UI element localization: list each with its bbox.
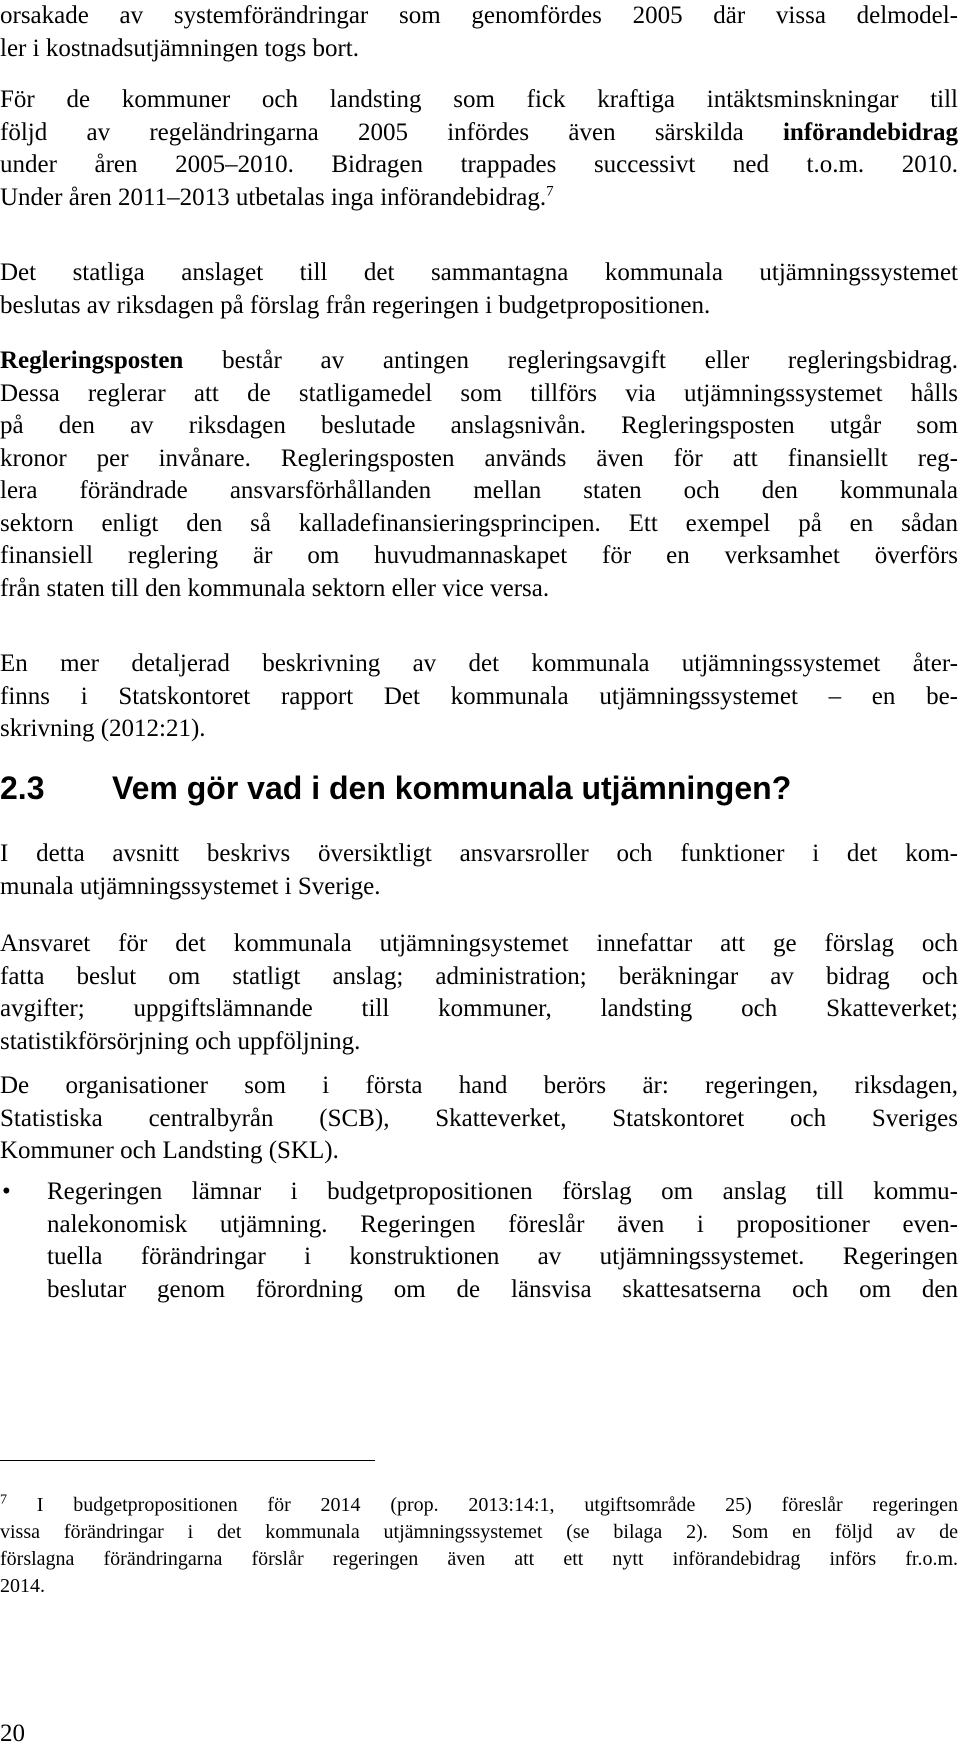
text-line: 2014.	[0, 1575, 45, 1597]
paragraph-section-intro	[0, 838, 958, 903]
text-line: Statistiska centralbyrån (SCB), Skatteverket, Statskontoret och Sveriges	[0, 1104, 958, 1132]
paragraph-regulation-item	[0, 345, 958, 605]
text-line: finansiell reglering är om huvudmannaskapet för en verksamhet överförs	[0, 542, 958, 569]
text-line: De organisationer som i första hand berörs är: regeringen, riksdagen,	[0, 1072, 958, 1099]
paragraph-reference	[0, 648, 958, 746]
text-line: tuella förändringar i konstruktionen av utjämningssystemet. Regeringen	[47, 1243, 958, 1270]
text-line: ler i kostnadsutjämningen togs bort.	[0, 34, 359, 62]
text-line: Kommuner och Landsting (SKL).	[0, 1137, 339, 1164]
text-line	[0, 182, 958, 215]
text-line: statistikförsörjning och uppföljning.	[0, 1027, 361, 1055]
text-fragment: I budgetpropositionen för 2014 (prop. 2013:14:1, utgiftsområde 25) föreslår regeringen	[7, 1494, 958, 1516]
footnote	[0, 1492, 958, 1600]
text-line: på den av riksdagen beslutade anslagsnivån. Regleringsposten utgår som	[0, 412, 958, 439]
footnote-divider	[0, 1460, 375, 1461]
text-line: förslagna förändringarna förslår regeringen även att ett nytt införandebidrag införs fr.o.m.	[0, 1548, 958, 1570]
bullet-list-item	[0, 1176, 958, 1306]
section-number: 2.3	[0, 770, 45, 806]
text-line: vissa förändringar i det kommunala utjämningssystemet (se bilaga 2). Som en följd av de	[0, 1521, 958, 1543]
text-line: beslutar genom förordning om de länsvisa skattesatserna och om den	[47, 1275, 958, 1303]
text-line: Regeringen lämnar i budgetpropositionen förslag om anslag till kommu-	[47, 1178, 958, 1205]
text-line: I detta avsnitt beskrivs översiktligt ansvarsroller och funktioner i det kom-	[0, 840, 958, 867]
text-line: under åren 2005–2010. Bidragen trappades successivt ned t.o.m. 2010.	[0, 151, 958, 178]
text-line: sektorn enligt den så kalladefinansieringsprincipen. Ett exempel på en sådan	[0, 509, 958, 537]
paragraph-responsibility	[0, 928, 958, 1058]
text-line: munala utjämningssystemet i Sverige.	[0, 872, 381, 900]
bold-term: införandebidrag	[782, 118, 958, 146]
text-line: orsakade av systemförändringar som genomfördes 2005 där vissa delmodel-	[0, 2, 958, 29]
page-number: 20	[0, 1720, 25, 1747]
text-fragment: består av antingen regleringsavgift eller regleringsbidrag.	[183, 347, 958, 374]
paragraph-organisations	[0, 1070, 958, 1168]
text-line: finns i Statskontoret rapport Det kommunala utjämningssystemet – en be-	[0, 682, 958, 710]
footnote-marker: 7	[0, 1492, 7, 1508]
text-line	[0, 345, 958, 378]
text-line: Ansvaret för det kommunala utjämningsystemet innefattar att ge förslag och	[0, 930, 958, 957]
text-line: lera förändrade ansvarsförhållanden mellan staten och den kommunala	[0, 477, 958, 504]
bold-term: Regleringsposten	[0, 347, 184, 374]
text-line	[0, 1492, 958, 1519]
paragraph-intro	[0, 0, 958, 65]
text-line: En mer detaljerad beskrivning av det kommunala utjämningssystemet åter-	[0, 650, 958, 677]
text-line	[0, 117, 958, 150]
text-line: från staten till den kommunala sektorn eller vice versa.	[0, 574, 550, 602]
text-fragment: följd av regeländringarna 2005 infördes även särskilda	[0, 118, 783, 146]
text-line: Det statliga anslaget till det sammantagna kommunala utjämningssystemet	[0, 259, 958, 286]
footnote-ref: 7	[546, 183, 554, 200]
paragraph-introduction-grants	[0, 84, 958, 214]
section-heading	[0, 768, 791, 808]
text-line: nalekonomisk utjämning. Regeringen föreslår även i propositioner even-	[47, 1210, 958, 1238]
text-line: Dessa reglerar att de statligamedel som tillförs via utjämningssystemet hålls	[0, 379, 958, 407]
text-line: avgifter; uppgiftslämnande till kommuner, landsting och Skatteverket;	[0, 995, 958, 1022]
text-line: skrivning (2012:21).	[0, 715, 206, 742]
text-fragment: Under åren 2011–2013 utbetalas inga införandebidrag.	[0, 183, 547, 211]
text-line: kronor per invånare. Regleringsposten används även för att finansiellt reg-	[0, 444, 958, 472]
bullet-text	[47, 1176, 958, 1306]
bullet-icon: •	[2, 1178, 11, 1205]
section-title: Vem gör vad i den kommunala utjämningen?	[112, 770, 792, 806]
text-line: För de kommuner och landsting som fick kraftiga intäktsminskningar till	[0, 86, 958, 113]
text-line: beslutas av riksdagen på förslag från regeringen i budgetpropositionen.	[0, 291, 711, 319]
paragraph-state-grant	[0, 257, 958, 322]
text-line: fatta beslut om statligt anslag; administration; beräkningar av bidrag och	[0, 962, 958, 990]
